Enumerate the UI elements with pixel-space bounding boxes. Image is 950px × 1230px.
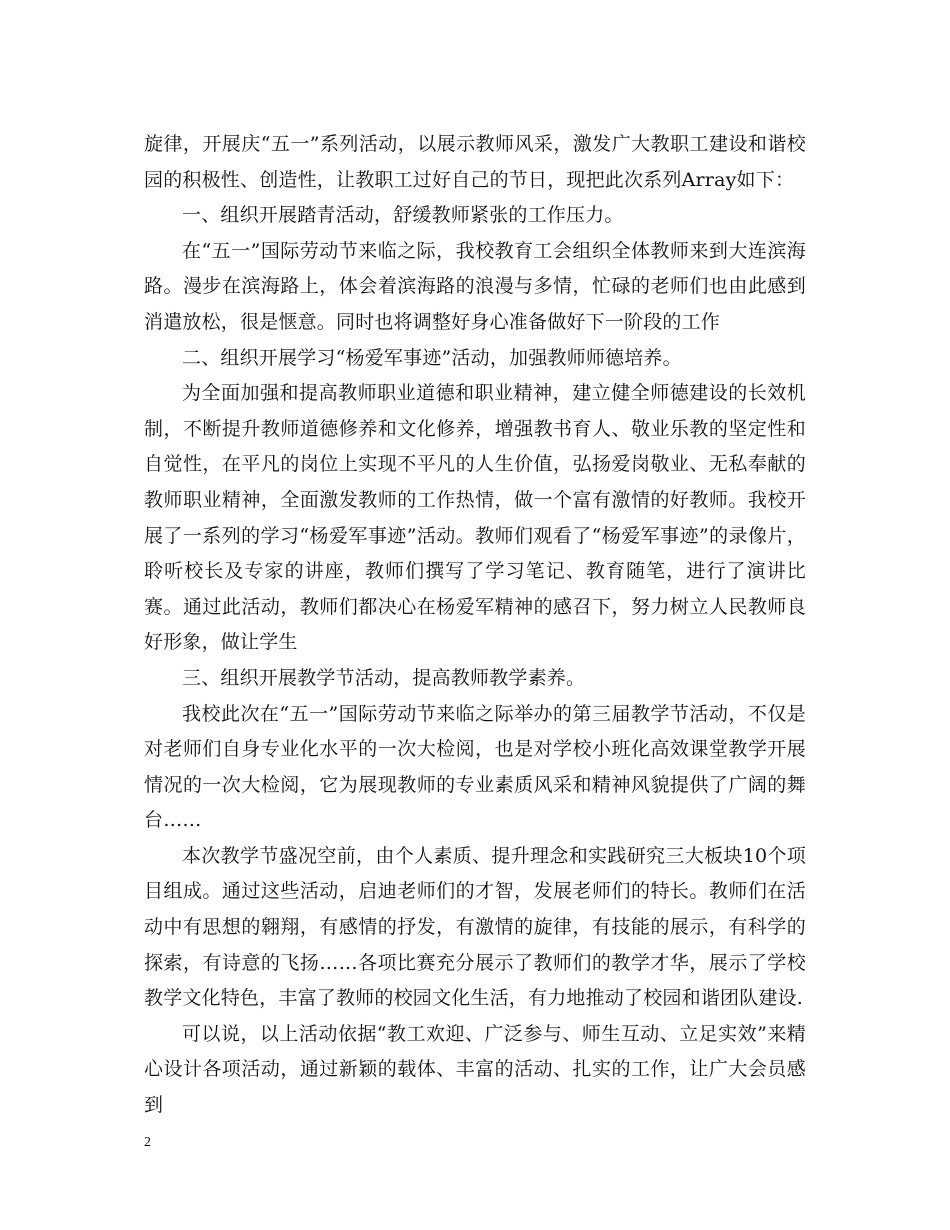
heading-3: 三、组织开展教学节活动，提高教师教学素养。	[182, 666, 586, 689]
paragraph-3: 为全面加强和提高教师职业道德和职业精神，建立健全师德建设的长效机制，不断提升教师道德修养和文化修养，增强教书育人、敬业乐教的坚定性和自觉性，在平凡的岗位上实现不平凡的人生价值，弘扬爱岗敬业、无私奉献的教师职业精神，全面激发教师的工作热情，做一个富有激情的好教师。我校开展了一系列的学习“杨爱军事迹”活动。教师们观看了“杨爱军事迹”的录像片，聆听校长及专家的讲座，教师们撰写了学习笔记、教育随笔，进行了演讲比赛。通过此活动，教师们都决心在杨爱军精神的感召下，努力树立人民教师良好形象，做让学生	[144, 382, 806, 654]
paragraph-5: 本次教学节盛况空前，由个人素质、提升理念和实践研究三大板块10个项目组成。通过这些活动，启迪老师们的才智，发展老师们的特长。教师们在活动中有思想的翱翔，有感情的抒发，有激情的旋律，有技能的展示，有科学的探索，有诗意的飞扬……各项比赛充分展示了教师们的教学才华，展示了学校教学文化特色，丰富了教师的校园文化生活，有力地推动了校园和谐团队建设.	[144, 844, 806, 1010]
paragraph-4: 我校此次在“五一”国际劳动节来临之际举办的第三届教学节活动，不仅是对老师们自身专业化水平的一次大检阅，也是对学校小班化高效课堂教学开展情况的一次大检阅，它为展现教师的专业素质风采和精神风貌提供了广阔的舞台……	[144, 702, 806, 832]
paragraph-2: 在“五一”国际劳动节来临之际，我校教育工会组织全体教师来到大连滨海路。漫步在滨海路上，体会着滨海路的浪漫与多情，忙碌的老师们也由此感到消遣放松，很是惬意。同时也将调整好身心准备做好下一阶段的工作	[144, 239, 806, 333]
paragraph-1: 旋律，开展庆“五一”系列活动，以展示教师风采，激发广大教职工建设和谐校园的积极性、创造性，让教职工过好自己的节日，现把此次系列Array如下：	[144, 133, 806, 191]
paragraph-6: 可以说，以上活动依据“教工欢迎、广泛参与、师生互动、立足实效”来精心设计各项活动，通过新颖的载体、丰富的活动、扎实的工作，让广大会员感到	[144, 1022, 806, 1117]
document-body	[144, 127, 806, 1124]
heading-1: 一、组织开展踏青活动，舒缓教师紧张的工作压力。	[182, 204, 624, 227]
page-number: 2	[144, 1135, 151, 1150]
heading-2: 二、组织开展学习“杨爱军事迹”活动，加强教师师德培养。	[182, 346, 682, 369]
